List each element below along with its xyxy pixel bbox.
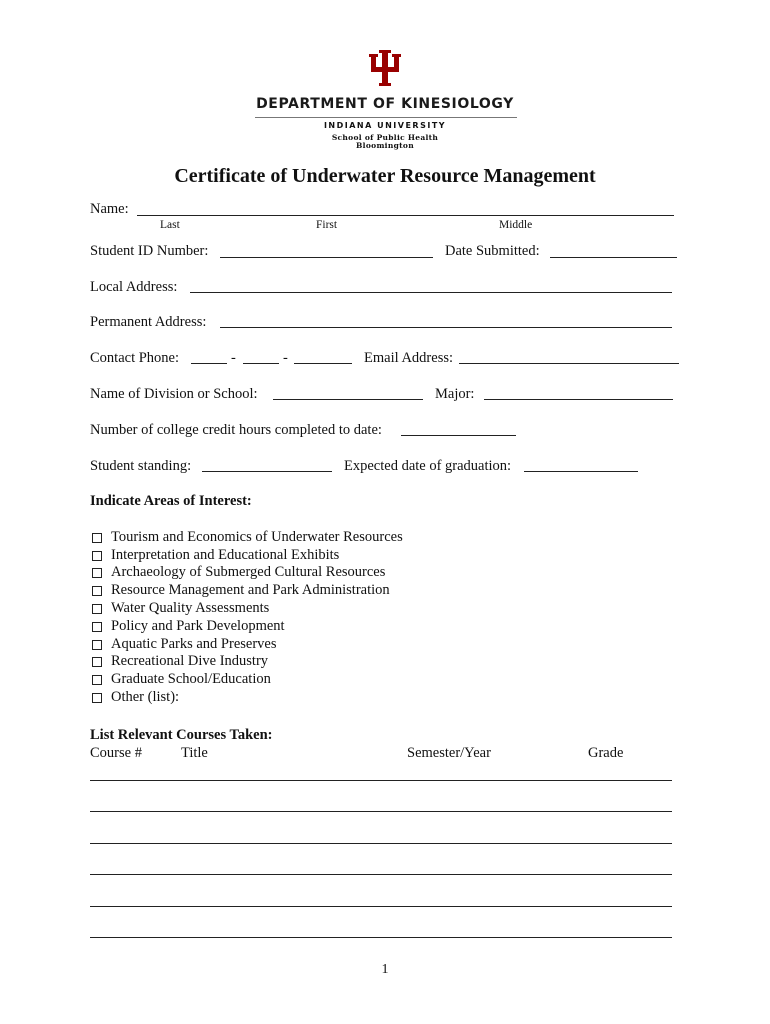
- interest-label: Tourism and Economics of Underwater Resources: [111, 529, 403, 545]
- interest-checkbox[interactable]: [92, 622, 102, 632]
- course-entry-line[interactable]: [90, 937, 672, 938]
- credit-hours-field[interactable]: [401, 435, 516, 436]
- name-first-caption: First: [316, 219, 338, 231]
- student-id-label: Student ID Number:: [90, 243, 209, 259]
- interest-label: Archaeology of Submerged Cultural Resources: [111, 564, 386, 580]
- student-standing-field[interactable]: [202, 471, 332, 472]
- interest-checkbox[interactable]: [92, 533, 102, 543]
- course-entry-line[interactable]: [90, 906, 672, 907]
- name-middle-caption: Middle: [499, 219, 533, 231]
- school-name: School of Public Health: [331, 133, 439, 142]
- department-name: DEPARTMENT OF KINESIOLOGY: [256, 96, 514, 112]
- student-standing-label: Student standing:: [90, 458, 192, 474]
- course-entry-line[interactable]: [90, 874, 672, 875]
- interest-label: Water Quality Assessments: [111, 600, 270, 616]
- major-field[interactable]: [484, 399, 673, 400]
- interest-label: Aquatic Parks and Preserves: [111, 636, 277, 652]
- iu-trident-logo-icon: [369, 50, 401, 86]
- interest-label: Graduate School/Education: [111, 671, 271, 687]
- phone-area-code-field[interactable]: [191, 363, 227, 364]
- name-field[interactable]: [137, 215, 674, 216]
- local-address-field[interactable]: [190, 292, 672, 293]
- interest-checkbox[interactable]: [92, 693, 102, 703]
- page-title: Certificate of Underwater Resource Management: [174, 165, 596, 187]
- phone-line-field[interactable]: [294, 363, 352, 364]
- interest-checkbox[interactable]: [92, 657, 102, 667]
- course-entry-line[interactable]: [90, 780, 672, 781]
- name-last-caption: Last: [160, 219, 180, 231]
- interest-label: Policy and Park Development: [111, 618, 285, 634]
- interest-label: Other (list):: [111, 689, 180, 705]
- division-label: Name of Division or School:: [90, 386, 258, 402]
- graduation-date-label: Expected date of graduation:: [344, 458, 512, 474]
- semester-year-column-header: Semester/Year: [407, 745, 491, 761]
- header-divider: [255, 117, 517, 118]
- interest-label: Interpretation and Educational Exhibits: [111, 547, 340, 563]
- name-label: Name:: [90, 201, 129, 217]
- date-submitted-label: Date Submitted:: [445, 243, 540, 259]
- local-address-label: Local Address:: [90, 279, 178, 295]
- course-entry-line[interactable]: [90, 843, 672, 844]
- page-number: 1: [381, 962, 389, 977]
- graduation-date-field[interactable]: [524, 471, 638, 472]
- campus-name: Bloomington: [356, 141, 414, 150]
- interest-checkbox[interactable]: [92, 604, 102, 614]
- university-name: INDIANA UNIVERSITY: [323, 121, 447, 130]
- date-submitted-field[interactable]: [550, 257, 677, 258]
- courses-heading: List Relevant Courses Taken:: [90, 727, 273, 743]
- interest-label: Resource Management and Park Administration: [111, 582, 390, 598]
- credit-hours-label: Number of college credit hours completed to date:: [90, 422, 382, 438]
- phone-separator: -: [283, 350, 288, 366]
- course-title-column-header: Title: [181, 745, 208, 761]
- student-id-field[interactable]: [220, 257, 433, 258]
- interests-heading: Indicate Areas of Interest:: [90, 493, 252, 509]
- interest-checkbox[interactable]: [92, 586, 102, 596]
- division-field[interactable]: [273, 399, 423, 400]
- interest-checkbox[interactable]: [92, 675, 102, 685]
- phone-separator: -: [231, 350, 236, 366]
- contact-phone-label: Contact Phone:: [90, 350, 180, 366]
- course-number-column-header: Course #: [90, 745, 142, 761]
- major-label: Major:: [435, 386, 475, 402]
- grade-column-header: Grade: [588, 745, 624, 761]
- interest-checkbox[interactable]: [92, 551, 102, 561]
- interest-checkbox[interactable]: [92, 640, 102, 650]
- permanent-address-label: Permanent Address:: [90, 314, 207, 330]
- phone-prefix-field[interactable]: [243, 363, 279, 364]
- email-label: Email Address:: [364, 350, 454, 366]
- course-entry-line[interactable]: [90, 811, 672, 812]
- permanent-address-field[interactable]: [220, 327, 672, 328]
- interest-checkbox[interactable]: [92, 568, 102, 578]
- email-field[interactable]: [459, 363, 679, 364]
- interest-label: Recreational Dive Industry: [111, 653, 269, 669]
